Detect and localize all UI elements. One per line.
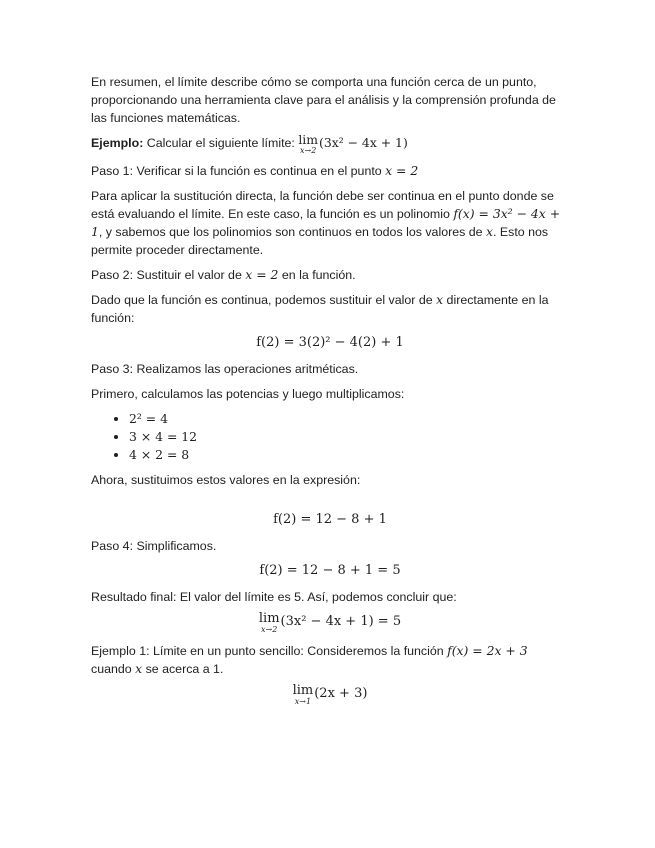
example-text: Calcular el siguiente límite: (146, 136, 295, 150)
step1-text: Paso 1: Verificar si la función es continua en el punto (91, 164, 382, 178)
example1-t1: Ejemplo 1: Límite en un punto sencillo: Consideremos la función (91, 644, 444, 658)
limit-expression: (3x² − 4x + 1) = 5 (280, 614, 402, 629)
lim-subscript: x→1 (294, 697, 312, 706)
step2-paragraph (91, 291, 569, 327)
step2-para-t1: Dado que la función es continua, podemos sustituir el valor de (91, 293, 433, 307)
equation-simplified: f(2) = 12 − 8 + 1 = 5 (259, 563, 401, 578)
limit-operator (259, 613, 280, 634)
polynomial-math: f(x) = 3x² − 4x + 1 (91, 206, 561, 239)
substitute-paragraph: Ahora, sustituimos estos valores en la expresión: (91, 473, 361, 487)
step2-para-math: x (436, 292, 444, 307)
arithmetic-list (91, 410, 569, 464)
limit-expression: (2x + 3) (314, 686, 368, 701)
step2-heading (91, 266, 569, 284)
step3-paragraph: Primero, calculamos las potencias y luego multiplicamos: (91, 387, 405, 401)
lim-word: lim (258, 611, 280, 626)
example1-paragraph (91, 642, 569, 678)
lim-word: lim (292, 683, 314, 698)
example1-t2: cuando (91, 662, 132, 676)
step2-para-t2: directamente en la función: (91, 293, 549, 325)
equation-limit-result (91, 613, 569, 634)
step1-paragraph (91, 187, 569, 259)
example1-function: f(x) = 2x + 3 (447, 643, 528, 658)
variable-x: x (486, 224, 493, 239)
example-label: Ejemplo: (91, 136, 144, 150)
list-item: • 4 × 2 = 8 (129, 446, 569, 464)
example-line (91, 134, 569, 155)
limit-expression: (3x² − 4x + 1) (319, 135, 408, 150)
lim-subscript: x→2 (261, 625, 278, 634)
step2-t1: Paso 2: Sustituir el valor de (91, 268, 242, 282)
list-item: • 2² = 4 (129, 410, 569, 428)
step2-t2: en la función. (281, 268, 356, 282)
step1-math: x = 2 (385, 163, 419, 178)
equation-values: f(2) = 12 − 8 + 1 (273, 512, 387, 527)
step1-para-t2: , y sabemos que los polinomios son continuos en todos los valores de (98, 225, 483, 239)
document-content (91, 73, 569, 714)
intro-paragraph: En resumen, el límite describe cómo se comporta una función cerca de un punto, proporcionando una herramienta clave para el análisis y la comprensión profunda de las funciones matemáticas. (91, 75, 556, 125)
list-item: • 3 × 4 = 12 (129, 428, 569, 446)
step2-math: x = 2 (245, 267, 279, 282)
step1-heading (91, 162, 569, 180)
equation-substitution: f(2) = 3(2)² − 4(2) + 1 (256, 335, 404, 350)
step3-heading: Paso 3: Realizamos las operaciones aritméticas. (91, 362, 359, 376)
lim-word: lim (298, 132, 318, 147)
example1-variable: x (135, 661, 143, 676)
step1-para-t3: . Esto nos permite proceder directamente. (91, 225, 549, 257)
result-paragraph: Resultado final: El valor del límite es 5. Así, podemos concluir que: (91, 590, 457, 604)
limit-operator (298, 134, 318, 155)
lim-subscript: x→2 (300, 146, 317, 155)
step4-heading: Paso 4: Simplificamos. (91, 539, 217, 553)
equation-example1-limit (91, 685, 569, 706)
example1-t3: se acerca a 1. (145, 662, 224, 676)
limit-operator (293, 685, 314, 706)
step1-para-t1: Para aplicar la sustitución directa, la función debe ser continua en el punto donde se está evaluando el límite. En este caso, la función es un polinomio (91, 189, 554, 221)
